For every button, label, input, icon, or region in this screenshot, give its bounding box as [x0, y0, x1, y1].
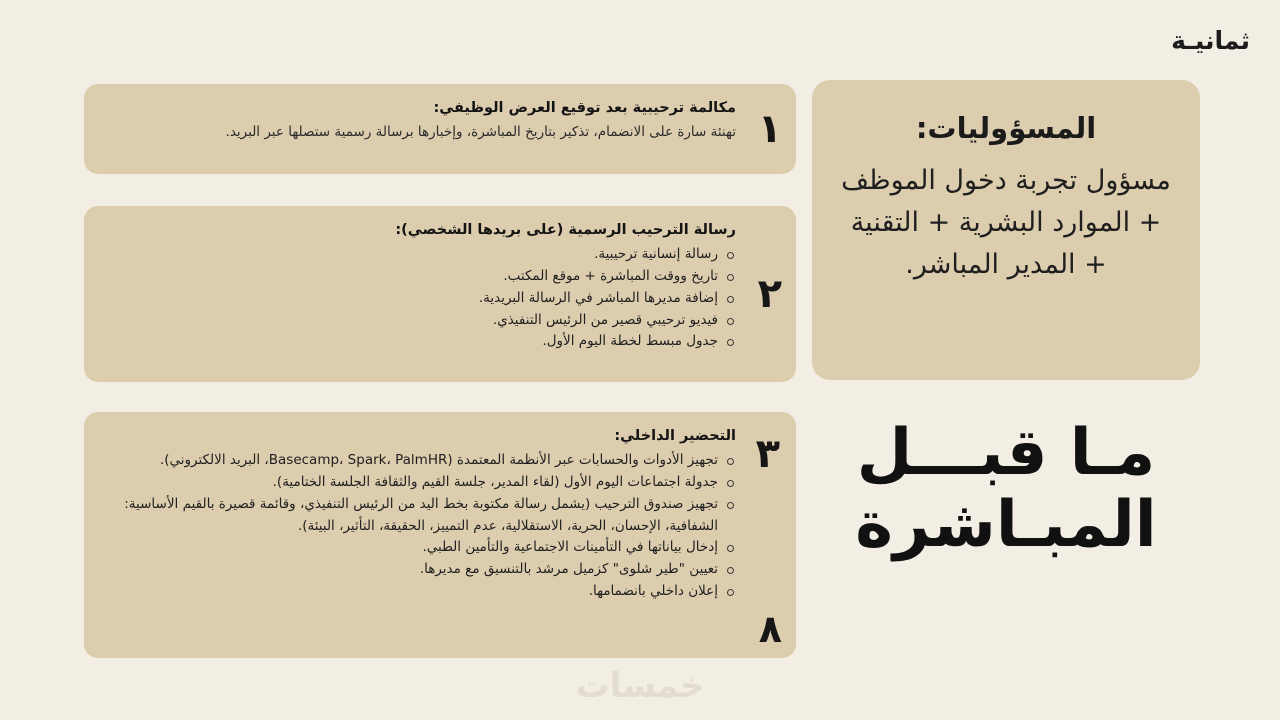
page-title-line-2: المبـاشرة [855, 487, 1157, 562]
list-item: تجهيز صندوق الترحيب (يشمل رسالة مكتوبة بخط اليد من الرئيس التنفيذي، وقائمة قصيرة بالقيم الأساسية: الشفافية، الإحسان، الحرية، الاستقلالية، عدم التمييز، الحقيقة، التأثير، البيئة). [106, 494, 736, 538]
list-item: إدخال بياناتها في التأمينات الاجتماعية والتأمين الطبي. [106, 537, 736, 559]
step-bullets-3 [106, 450, 736, 603]
list-item: جدولة اجتماعات اليوم الأول (لقاء المدير، جلسة القيم والثقافة الجلسة الختامية). [106, 472, 736, 494]
step-bullets-2 [106, 244, 736, 353]
step-card-3 [84, 412, 796, 658]
step-number-8: ٨ [758, 607, 782, 651]
list-item: فيديو ترحيبي قصير من الرئيس التنفيذي. [106, 310, 736, 332]
responsibilities-title: المسؤوليات: [915, 111, 1097, 145]
step-subtext-1: تهنئة سارة على الانضمام، تذكير بتاريخ المباشرة، وإخبارها برسالة رسمية ستصلها عبر البريد. [225, 124, 736, 140]
responsibilities-body: مسؤول تجربة دخول الموظف + الموارد البشرية + التقنية + المدير المباشر. [841, 165, 1171, 280]
step-heading-3: التحضير الداخلي: [614, 428, 736, 444]
list-item: تاريخ ووقت المباشرة + موقع المكتب. [106, 266, 736, 288]
step-card-1 [84, 84, 796, 174]
list-item: إضافة مديرها المباشر في الرسالة البريدية. [106, 288, 736, 310]
list-item: جدول مبسط لخطة اليوم الأول. [106, 331, 736, 353]
brand-title: ثمانيـة [1171, 26, 1250, 55]
page-title-line-1: مـا قبـــل [856, 416, 1156, 490]
step-card-2 [84, 206, 796, 382]
step-heading-1: مكالمة ترحيبية بعد توقيع العرض الوظيفي: [433, 100, 736, 116]
step-number-2: ٢ [757, 271, 782, 317]
step-heading-2: رسالة الترحيب الرسمية (على بريدها الشخصي): [395, 222, 736, 238]
list-item: رسالة إنسانية ترحيبية. [106, 244, 736, 266]
step-number-3: ٣ [755, 431, 780, 477]
watermark: خمسات [575, 666, 705, 706]
responsibilities-card [812, 80, 1200, 380]
page-title [812, 418, 1200, 561]
list-item: تجهيز الأدوات والحسابات عبر الأنظمة المعتمدة (Basecamp، Spark، PalmHR، البريد الالكتروني). [106, 450, 736, 472]
list-item: إعلان داخلي بانضمامها. [106, 581, 736, 603]
list-item: تعيين "طير شلوى" كزميل مرشد بالتنسيق مع مديرها. [106, 559, 736, 581]
step-number-1: ١ [757, 106, 782, 152]
